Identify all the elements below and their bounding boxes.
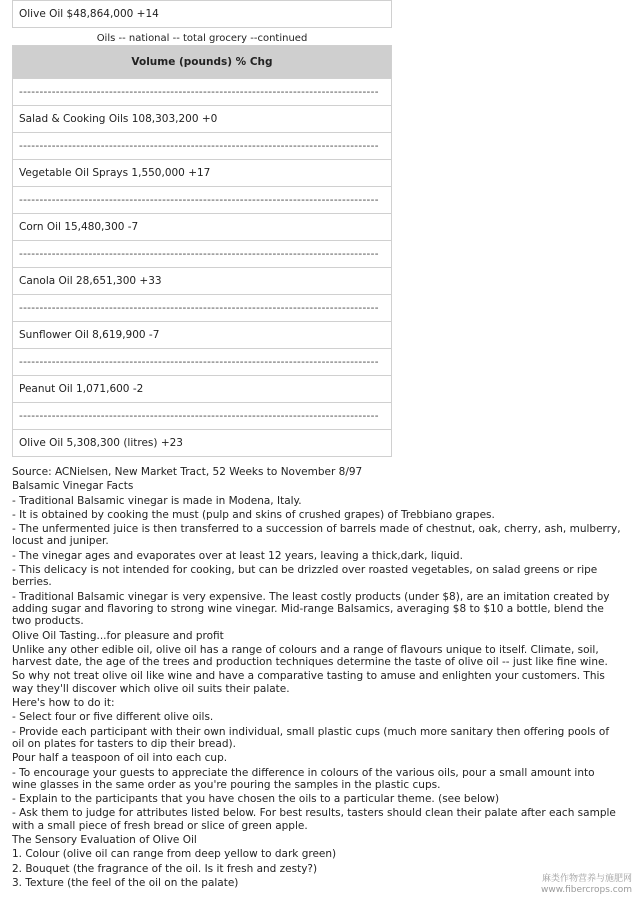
bullet: - Provide each participant with their own individual, small plastic cups (much more sanitary then offering pools of oil on plates for tasters to dip their bread). <box>12 725 610 750</box>
dash-row: ---------------------------------------------------------------------------------------- <box>13 403 392 430</box>
table-caption: Oils -- national -- total grocery --continued <box>96 33 308 44</box>
paragraph: Here's how to do it: <box>12 697 115 710</box>
section-heading: Olive Oil Tasting...for pleasure and profit <box>12 629 224 642</box>
bullet: - Select four or five different olive oils. <box>12 711 214 724</box>
table-row: Sunflower Oil 8,619,900 -7 <box>13 322 392 349</box>
bullet: - To encourage your guests to appreciate the difference in colours of the various oils, pour a small amount into wine glasses in the same order as you're pouring the samples in the plastic cups. <box>12 766 595 791</box>
list-item: 3. Texture (the feel of the oil on the palate) <box>12 876 239 889</box>
dash-row: ---------------------------------------------------------------------------------------- <box>13 133 392 160</box>
dash-row: ---------------------------------------------------------------------------------------- <box>13 295 392 322</box>
oils-table <box>12 45 392 457</box>
section-heading: The Sensory Evaluation of Olive Oil <box>12 834 197 847</box>
section-heading: Balsamic Vinegar Facts <box>12 480 134 493</box>
table-row: Corn Oil 15,480,300 -7 <box>13 214 392 241</box>
paragraph: So why not treat olive oil like wine and have a comparative tasting to amuse and enlighten your customers. This way they'll discover which olive oil suits their palate. <box>12 670 605 695</box>
table-row: Salad & Cooking Oils 108,303,200 +0 <box>13 106 392 133</box>
dash-row: ---------------------------------------------------------------------------------------- <box>13 241 392 268</box>
bullet: - It is obtained by cooking the must (pulp and skins of crushed grapes) of Trebbiano grapes. <box>12 508 495 521</box>
dash-row: ---------------------------------------------------------------------------------------- <box>13 349 392 376</box>
dash-row: ---------------------------------------------------------------------------------------- <box>13 187 392 214</box>
bullet: - Ask them to judge for attributes listed below. For best results, tasters should clean their palate after each sample with a small piece of fresh bread or slice of green apple. <box>12 807 616 832</box>
paragraph: Unlike any other edible oil, olive oil has a range of colours and a range of flavours unique to itself. Climate, soil, harvest date, the age of the trees and production techniques determine the taste of olive oil -- just like fine wine. <box>12 643 608 669</box>
paragraph: Pour half a teaspoon of oil into each cup. <box>12 752 228 765</box>
source-line: Source: ACNielsen, New Market Tract, 52 Weeks to November 8/97 <box>12 466 363 478</box>
table-row: Vegetable Oil Sprays 1,550,000 +17 <box>13 160 392 187</box>
list-item: 1. Colour (olive oil can range from deep yellow to dark green) <box>12 848 337 861</box>
table-row: Olive Oil 5,308,300 (litres) +23 <box>13 430 392 457</box>
bullet: - The vinegar ages and evaporates over at least 12 years, leaving a thick,dark, liquid. <box>12 549 463 562</box>
watermark <box>541 874 632 896</box>
watermark-url: www.fibercrops.com <box>541 885 632 895</box>
bullet: - Traditional Balsamic vinegar is made in Modena, Italy. <box>12 494 302 507</box>
top-row: Olive Oil $48,864,000 +14 <box>13 1 392 28</box>
bullet: - Explain to the participants that you have chosen the oils to a particular theme. (see below) <box>12 793 500 806</box>
bullet: - This delicacy is not intended for cooking, but can be drizzled over roasted vegetables, on salad greens or ripe berries. <box>12 564 598 589</box>
bullet: - Traditional Balsamic vinegar is very expensive. The least costly products (under $8), are an imitation created by adding sugar and flavoring to strong wine vinegar. Mid-range Balsamics, averaging $8 to $10 a bottle, blend the two products. <box>12 590 610 628</box>
table-header: Volume (pounds) % Chg <box>13 46 392 79</box>
watermark-line: 麻类作物营养与施肥网 <box>541 874 632 884</box>
table-row: Canola Oil 28,651,300 +33 <box>13 268 392 295</box>
list-item: 2. Bouquet (the fragrance of the oil. Is it fresh and zesty?) <box>12 862 318 875</box>
top-table <box>12 0 392 28</box>
bullet: - The unfermented juice is then transferred to a succession of barrels made of chestnut, oak, cherry, ash, mulberry, locust and juniper. <box>12 523 621 548</box>
body-text <box>12 466 622 891</box>
table-row: Peanut Oil 1,071,600 -2 <box>13 376 392 403</box>
dash-row: ---------------------------------------------------------------------------------------- <box>13 79 392 106</box>
